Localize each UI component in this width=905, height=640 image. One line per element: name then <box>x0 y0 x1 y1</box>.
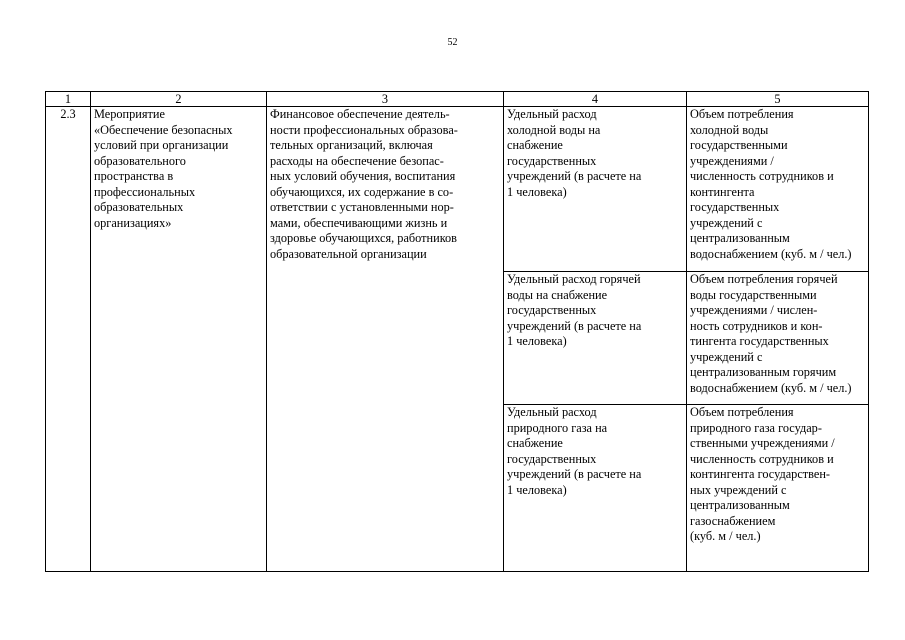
indicator-formula-cell <box>687 107 869 272</box>
column-header-3: 3 <box>267 92 504 107</box>
indicator-name-gas: Удельный расход природного газа на снабжение государственных учреждений (в расчете на 1 человека) <box>507 405 642 497</box>
indicator-formula-gas: Объем потребления природного газа государ- ственными учреждениями / численность сотрудников и контингента государствен- ных учреждений с централизованным газоснабжением (куб. м / чел.) <box>690 405 835 543</box>
indicator-name-cell <box>504 405 687 572</box>
column-header-1: 1 <box>46 92 91 107</box>
table-row <box>46 107 869 272</box>
row-number: 2.3 <box>60 107 76 121</box>
description-cell <box>267 107 504 572</box>
header-row <box>46 92 869 107</box>
indicator-name-cold-water: Удельный расход холодной воды на снабжение государственных учреждений (в расчете на 1 человека) <box>507 107 642 199</box>
column-header-4: 4 <box>504 92 687 107</box>
row-number-cell <box>46 107 91 572</box>
indicator-formula-hot-water: Объем потребления горячей воды государственными учреждениями / числен- ность сотрудников и кон- тингента государственных учреждений с централизованным горячим водоснабжением (куб. м / чел.) <box>690 272 852 395</box>
indicator-name-cell <box>504 272 687 405</box>
indicator-name-cell <box>504 107 687 272</box>
measure-cell <box>91 107 267 572</box>
page-number: 52 <box>447 37 458 48</box>
indicator-formula-cell <box>687 405 869 572</box>
measure-text: Мероприятие «Обеспечение безопасных условий при организации образовательного пространства в профессиональных образовательных организациях» <box>94 107 233 230</box>
column-header-2: 2 <box>91 92 267 107</box>
column-header-5: 5 <box>687 92 869 107</box>
indicator-name-hot-water: Удельный расход горячей воды на снабжение государственных учреждений (в расчете на 1 человека) <box>507 272 642 348</box>
indicator-formula-cold-water: Объем потребления холодной воды государственными учреждениями / численность сотрудников и контингента государственных учреждений с централизованным водоснабжением (куб. м / чел.) <box>690 107 852 261</box>
indicator-formula-cell <box>687 272 869 405</box>
indicators-table <box>45 91 869 572</box>
description-text: Финансовое обеспечение деятель- ности профессиональных образова- тельных организаций, включая расходы на обеспечение безопас- ных условий обучения, воспитания обучающихся, их содержание в со- ответствии с установленными нор- мами, обеспечивающими жизнь и здоровье обучающихся, работников образовательной организации <box>270 107 458 261</box>
